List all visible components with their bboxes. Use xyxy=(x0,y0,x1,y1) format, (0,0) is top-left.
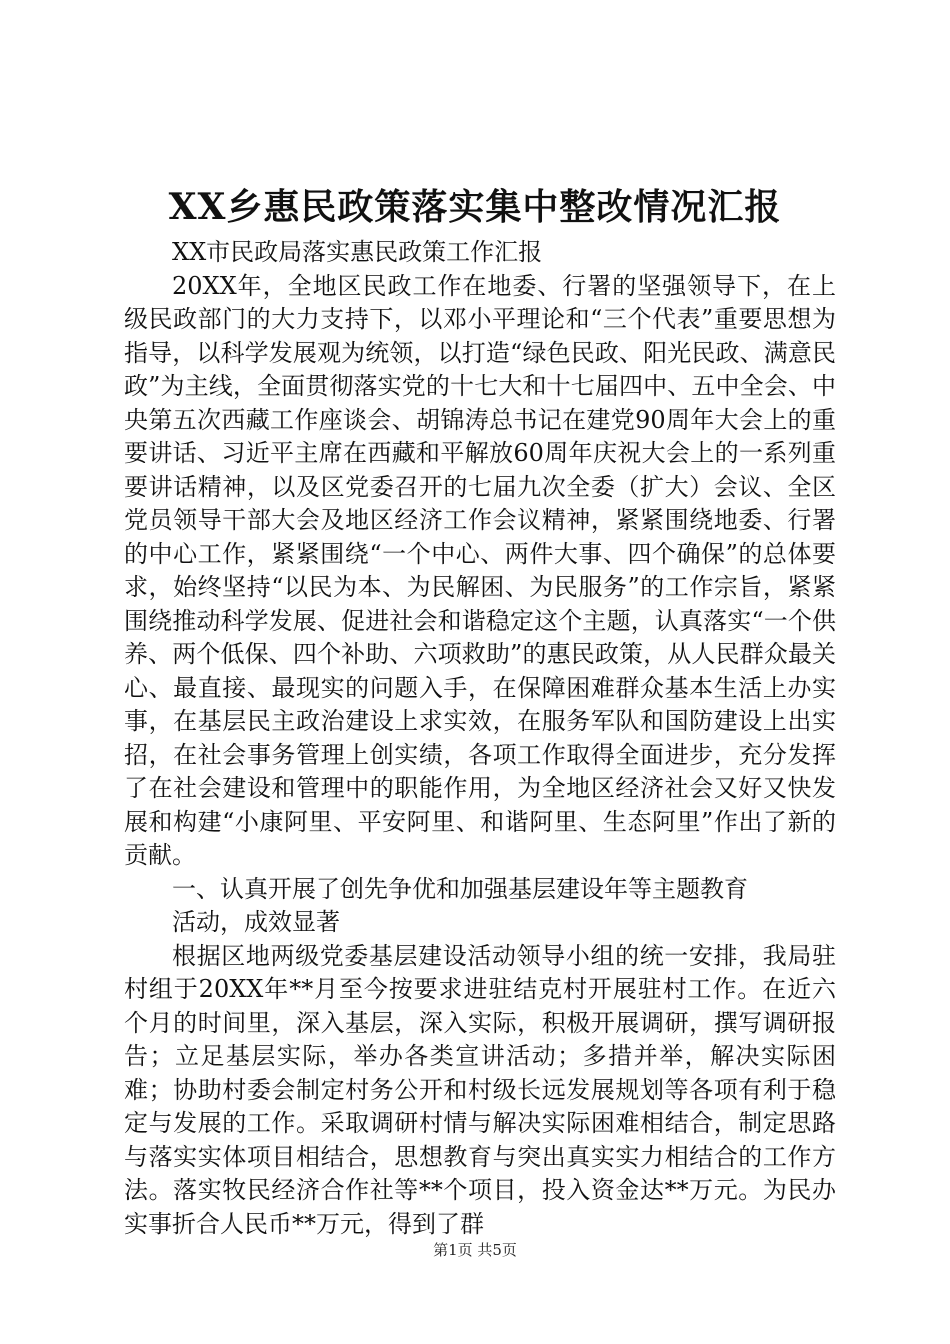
document-body xyxy=(124,236,836,1241)
paragraph-intro: 20XX年，全地区民政工作在地委、行署的坚强领导下，在上级民政部门的大力支持下，以邓小平理论和“三个代表”重要思想为指导，以科学发展观为统领，以打造“绿色民政、阳光民政、满意民政”为主线，全面贯彻落实党的十七大和十七届四中、五中全会、中央第五次西藏工作座谈会、胡锦涛总书记在建党90周年大会上的重要讲话、习近平主席在西藏和平解放60周年庆祝大会上的一系列重要讲话精神，以及区党委召开的七届九次全委（扩大）会议、全区党员领导干部大会及地区经济工作会议精神，紧紧围绕地委、行署的中心工作，紧紧围绕“一个中心、两件大事、四个确保”的总体要求，始终坚持“以民为本、为民解困、为民服务”的工作宗旨，紧紧围绕推动科学发展、促进社会和谐稳定这个主题，认真落实“一个供养、两个低保、四个补助、六项救助”的惠民政策，从人民群众最关心、最直接、最现实的问题入手，在保障困难群众基本生活上办实事，在基层民主政治建设上求实效，在服务军队和国防建设上出实招，在社会事务管理上创实绩，各项工作取得全面进步，充分发挥了在社会建设和管理中的职能作用，为全地区经济社会又好又快发展和构建“小康阿里、平安阿里、和谐阿里、生态阿里”作出了新的贡献。 xyxy=(124,271,836,869)
subtitle-line: XX市民政局落实惠民政策工作汇报 xyxy=(172,238,543,266)
document-title: XX乡惠民政策落实集中整改情况汇报 xyxy=(168,186,782,228)
section-heading-continuation: 活动，成效显著 xyxy=(172,908,340,936)
page-footer: 第1页 共5页 xyxy=(433,1241,517,1259)
section-heading: 一、认真开展了创先争优和加强基层建设年等主题教育 xyxy=(172,874,748,903)
paragraph-village-work: 根据区地两级党委基层建设活动领导小组的统一安排，我局驻村组于20XX年**月至今按要求进驻结克村开展驻村工作。在近六个月的时间里，深入基层，深入实际，积极开展调研，撰写调研报告；立足基层实际，举办各类宣讲活动；多措并举，解决实际困难；协助村委会制定村务公开和村级长远发展规划等各项有利于稳定与发展的工作。采取调研村情与解决实际困难相结合，制定思路与落实实体项目相结合，思想教育与突出真实实力相结合的工作方法。落实牧民经济合作社等**个项目，投入资金达**万元。为民办实事折合人民币**万元，得到了群 xyxy=(124,941,836,1238)
